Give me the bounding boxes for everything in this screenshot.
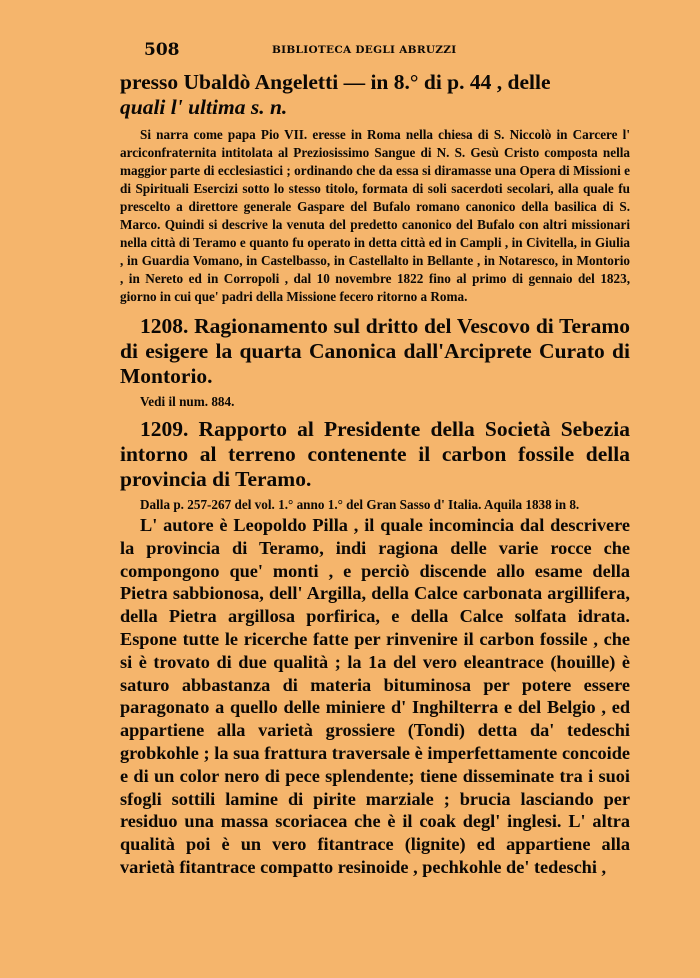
entry-1209-citation: Dalla p. 257-267 del vol. 1.° anno 1.° del Gran Sasso d' Italia. Aquila 1838 in 8.	[140, 497, 580, 512]
entry-continuation-line2	[120, 95, 630, 120]
running-title: BIBLIOTECA DEGLI ABRUZZI	[272, 44, 457, 56]
entry-continuation-pages: quali l' ultima s. n.	[120, 95, 288, 119]
running-header	[122, 40, 642, 64]
entry-continuation-line1: presso Ubaldò Angeletti — in 8.° di p. 44 , delle	[120, 70, 551, 94]
entry-1209-heading	[120, 417, 630, 492]
page-number: 508	[144, 40, 180, 60]
entry-title: Rapporto al Presidente della Società Sebezia intorno al terreno contenente il carbon fossile della provincia di Teramo.	[120, 417, 630, 491]
entry-number: 1209.	[140, 417, 189, 441]
entry-1208-note: Vedi il num. 884.	[140, 394, 235, 409]
entry-number: 1208.	[140, 314, 189, 338]
entry-note: Si narra come papa Pio VII. eresse in Roma nella chiesa di S. Niccolò in Carcere l' arciconfraternita intitolata al Preziosissimo Sangue di N. S. Gesù Cristo composta nella maggior parte di ecclesiastici ; ordinando che da essa si diramasse una Opera di Missioni e di Spirituali Esercizi sotto lo stesso titolo, formata di soli sacerdoti secolari, alla quale fu prescelto a direttore generale Gaspare del Bufalo romano canonico della basilica di S. Marco. Quindi si descrive la venuta del predetto canonico del Bufalo con altri missionari nella città di Teramo e quanto fu operato in detta città ed in Campli , in Civitella, in Giulia , in Guardia Vomano, in Castelbasso, in Castellalto in Bellante , in Notaresco, in Montorio , in Nereto ed in Corropoli , dal 10 novembre 1822 fino al primo di gennaio del 1823, giorno in cui que' padri della Missione fecero ritorno a Roma.	[120, 127, 630, 304]
entry-1208-heading	[120, 314, 630, 389]
entry-title: Ragionamento sul dritto del Vescovo di Teramo di esigere la quarta Canonica dall'Arciprete Curato di Montorio.	[120, 314, 630, 388]
page-body	[120, 70, 630, 879]
entry-1209-body: L' autore è Leopoldo Pilla , il quale incomincia dal descrivere la provincia di Teramo, indi ragiona delle varie rocce che compongono que' monti , e perciò discende allo esame della Pietra sabbionosa, dell' Argilla, della Calce carbonata argillifera, della Pietra argillosa porfirica, e della Calce solfata idrata. Espone tutte le ricerche fatte per rinvenire il carbon fossile , che si è trovato di due qualità ; la 1a del vero eleantrace (houille) è saturo abbastanza di materia bituminosa per potere essere paragonato a quello delle miniere d' Inghilterra e del Belgio , ed appartiene alla varietà grossiere (Tondi) detta da' tedeschi grobkohle ; la sua frattura traversale è imperfettamente concoide e di un color nero di pece splendente; tiene disseminate tra i suoi sfogli sottili lamine di pirite marziale ; brucia lasciando per residuo una massa scoriacea che è il coak degl' inglesi. L' altra qualità poi è un vero fitantrace (lignite) ed appartiene alla varietà fitantrace compatto resinoide , pechkohle de' tedeschi ,	[120, 515, 630, 877]
